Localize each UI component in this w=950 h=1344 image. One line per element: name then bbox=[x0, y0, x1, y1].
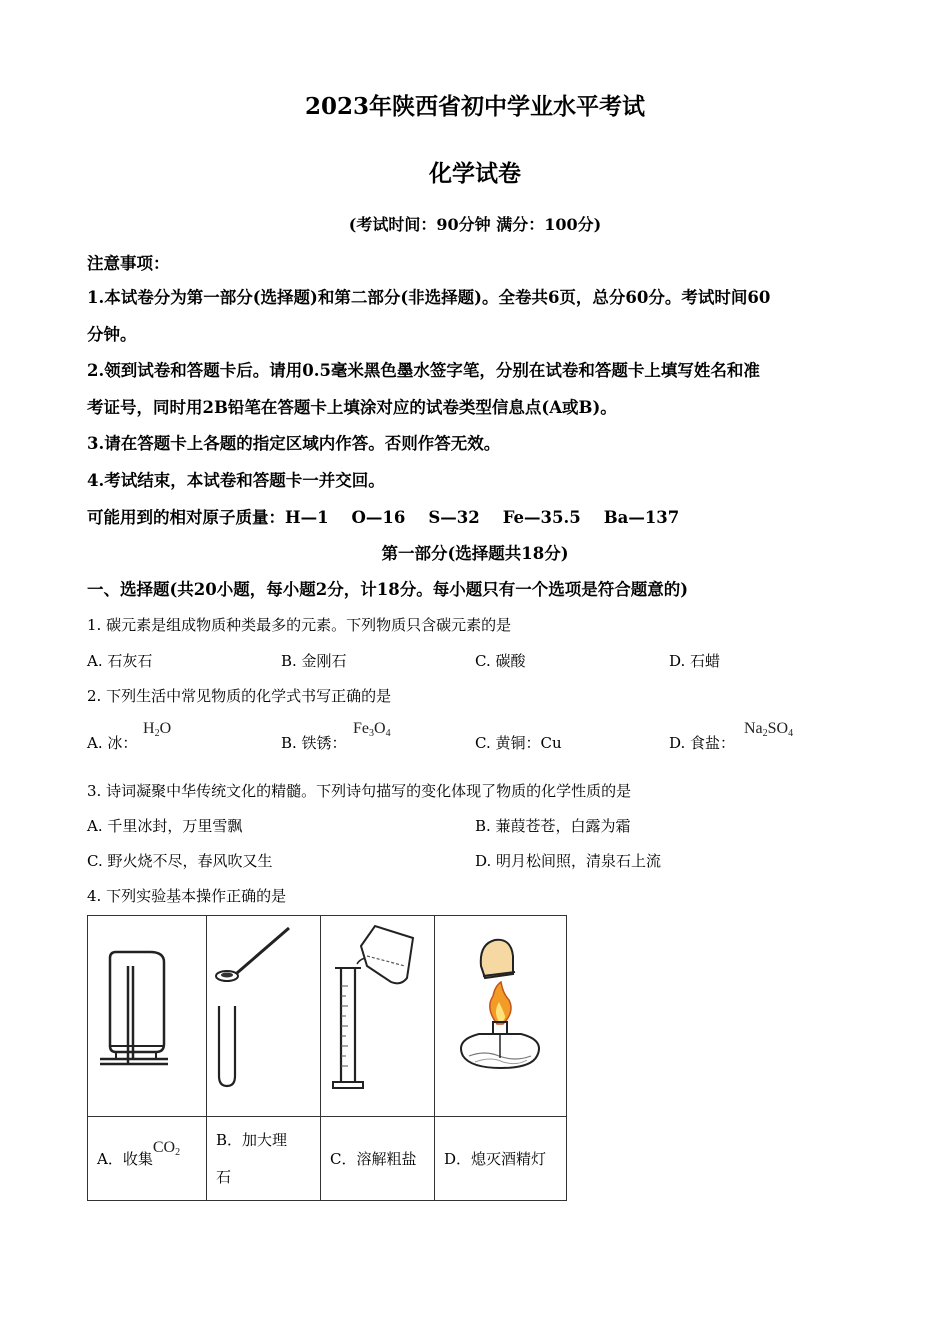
notes-heading: 注意事项： bbox=[87, 254, 170, 273]
note-3: 3.请在答题卡上各题的指定区域内作答。否则作答无效。 bbox=[87, 434, 501, 453]
question-1-option-a: A. 石灰石 bbox=[87, 652, 153, 670]
formula-h2o: $H_2O$ bbox=[143, 720, 172, 739]
caption-cell-c bbox=[321, 1117, 435, 1201]
note-1-line-2: 分钟。 bbox=[87, 325, 137, 344]
image-cell-b bbox=[207, 916, 321, 1117]
alcohol-lamp-illustration bbox=[435, 916, 566, 1112]
section-heading: 一、选择题(共20小题，每小题2分，计18分。每小题只有一个选项是符合题意的) bbox=[87, 580, 689, 599]
note-2-line-2: 考证号，同时用2B铅笔在答题卡上填涂对应的试卷类型信息点(A或B)。 bbox=[87, 398, 617, 417]
question-1-option-d: D. 石蜡 bbox=[669, 652, 721, 670]
spoon-test-tube-illustration bbox=[207, 916, 320, 1112]
exam-info: (考试时间：90分钟 满分：100分) bbox=[348, 215, 602, 234]
question-2-stem: 2. 下列生活中常见物质的化学式书写正确的是 bbox=[87, 687, 392, 705]
question-1-option-c: C. 碳酸 bbox=[475, 652, 526, 670]
question-3-option-b: B. 蒹葭苍苍，白露为霜 bbox=[475, 817, 631, 835]
image-cell-a bbox=[88, 916, 207, 1117]
caption-c: C．溶解粗盐 bbox=[330, 1150, 417, 1168]
caption-cell-a bbox=[88, 1117, 207, 1201]
caption-cell-d bbox=[435, 1117, 567, 1201]
question-2-option-a: A. 冰： bbox=[87, 734, 138, 752]
exam-subtitle: 化学试卷 bbox=[429, 160, 521, 187]
caption-a: A．收集$CO_2$ bbox=[97, 1138, 181, 1168]
atomic-masses: 可能用到的相对原子质量：H—1 O—16 S—32 Fe—35.5 Ba—137 bbox=[87, 508, 680, 527]
exam-title: 2023年陕西省初中学业水平考试 bbox=[304, 93, 645, 120]
question-3-option-d: D. 明月松间照，清泉石上流 bbox=[475, 852, 662, 870]
gas-collection-bottle-illustration bbox=[88, 916, 206, 1112]
question-1-option-b: B. 金刚石 bbox=[281, 652, 347, 670]
graduated-cylinder-illustration bbox=[321, 916, 434, 1112]
caption-d: D．熄灭酒精灯 bbox=[444, 1150, 547, 1168]
part1-heading: 第一部分(选择题共18分) bbox=[381, 544, 569, 563]
image-cell-c bbox=[321, 916, 435, 1117]
question-3-stem: 3. 诗词凝聚中华传统文化的精髓。下列诗句描写的变化体现了物质的化学性质的是 bbox=[87, 782, 632, 800]
formula-na2so4: $Na_2SO_4$ bbox=[744, 720, 794, 739]
question-2-option-c: C. 黄铜：Cu bbox=[475, 734, 562, 752]
question-4-options-table bbox=[87, 915, 567, 1201]
note-2-line-1: 2.领到试卷和答题卡后。请用0.5毫米黑色墨水签字笔，分别在试卷和答题卡上填写姓名和准 bbox=[87, 361, 760, 380]
caption-cell-b bbox=[207, 1117, 321, 1201]
formula-fe3o4: $Fe_3O_4$ bbox=[353, 720, 391, 739]
question-4-stem: 4. 下列实验基本操作正确的是 bbox=[87, 887, 287, 905]
note-4: 4.考试结束，本试卷和答题卡一并交回。 bbox=[87, 471, 385, 490]
image-cell-d bbox=[435, 916, 567, 1117]
question-3-option-c: C. 野火烧不尽，春风吹又生 bbox=[87, 852, 273, 870]
question-1-stem: 1. 碳元素是组成物质种类最多的元素。下列物质只含碳元素的是 bbox=[87, 616, 512, 634]
question-2-option-d: D. 食盐： bbox=[669, 734, 736, 752]
caption-b: B．加大理 石 bbox=[216, 1130, 288, 1186]
note-1-line-1: 1.本试卷分为第一部分(选择题)和第二部分(非选择题)。全卷共6页，总分60分。考试时间60 bbox=[87, 288, 771, 307]
question-2-option-b: B. 铁锈： bbox=[281, 734, 347, 752]
question-3-option-a: A. 千里冰封，万里雪飘 bbox=[87, 817, 243, 835]
